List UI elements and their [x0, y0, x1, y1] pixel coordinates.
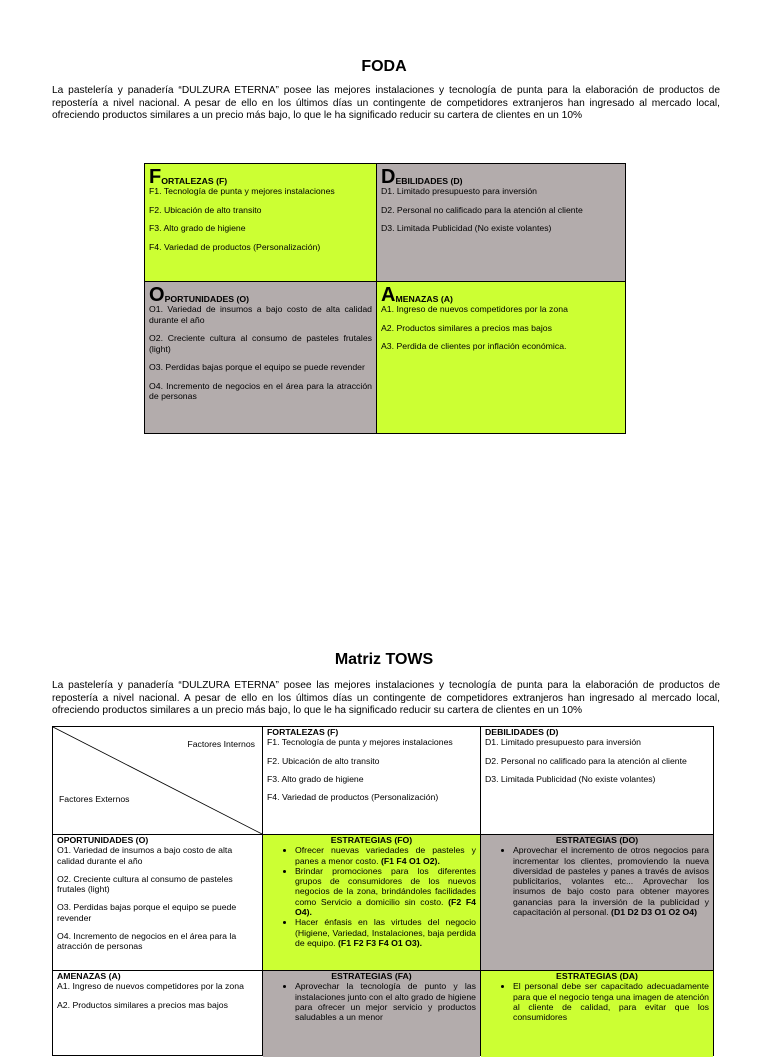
oportunidad-item: O3. Perdidas bajas porque el equipo se puede revender [149, 362, 365, 372]
tows-debilidad-item: D1. Limitado presupuesto para inversión [485, 737, 641, 748]
tows-fortalezas-label: FORTALEZAS (F) [267, 727, 339, 737]
debilidad-item: D3. Limitada Publicidad (No existe volantes) [381, 223, 552, 233]
tows-debilidades-cell [481, 727, 713, 834]
fortaleza-item: F4. Variedad de productos (Personalización) [149, 241, 321, 252]
fo-strategy: • Brindar promociones para los diferentes grupos de consumidores de los nuevos negocios de la zona, brindándoles facilidades como Servicio a domicilio sin costo. (F2 F4 O4). [295, 866, 476, 917]
estrategias-fo-label: ESTRATEGIAS (FO) [330, 835, 413, 845]
factores-internos-label: Factores Internos [187, 739, 255, 749]
oportunidad-item: O1. Variedad de insumos a bajo costo de alta calidad durante el año [149, 304, 372, 325]
tows-fortaleza-item: F3. Alto grado de higiene [267, 773, 364, 784]
tows-oportunidad-item: O2. Creciente cultura al consumo de pasteles frutales (light) [57, 873, 233, 895]
estrategias-da-label: ESTRATEGIAS (DA) [556, 971, 638, 981]
tows-amenaza-item: A2. Productos similares a precios mas bajos [57, 999, 228, 1010]
foda-intro: La pastelería y panadería “DULZURA ETERNA” posee las mejores instalaciones y tecnología de punta para la elaboración de productos de repostería a nivel nacional. A pesar de ello en los últimos días un contingente de competidores extranjeros han ingresado al mercado local, ofreciendo productos similares a un precio más bajo, lo que le ha significado reducir su cartera de clientes en un 10% [52, 85, 720, 121]
amenaza-item: A2. Productos similares a precios mas bajos [381, 322, 552, 333]
oportunidades-heading: O PORTUNIDADES (O) [149, 284, 250, 306]
fortaleza-item: F3. Alto grado de higiene [149, 223, 246, 233]
foda-title: FODA [361, 58, 407, 75]
tows-oportunidad-item: O4. Incremento de negocios en el área para la atracción de personas [57, 931, 237, 952]
fortaleza-item: F2. Ubicación de alto transito [149, 204, 262, 215]
tows-fortaleza-item: F1. Tecnología de punta y mejores instalaciones [267, 737, 453, 748]
debilidades-cell [377, 164, 625, 282]
amenazas-heading: A MENAZAS (A) [381, 284, 453, 306]
tows-debilidades-label: DEBILIDADES (D) [485, 727, 559, 737]
tows-table [52, 726, 714, 1056]
tows-fortaleza-item: F2. Ubicación de alto transito [267, 755, 380, 766]
foda-grid [144, 163, 626, 434]
tows-oportunidades-cell [53, 835, 262, 970]
fortaleza-item: F1. Tecnología de punta y mejores instalaciones [149, 186, 335, 196]
tows-fortaleza-item: F4. Variedad de productos (Personalización) [267, 792, 439, 803]
estrategias-fa-label: ESTRATEGIAS (FA) [331, 971, 412, 981]
amenazas-cell [377, 282, 625, 433]
oportunidades-cell [145, 282, 377, 433]
estrategias-do-cell [481, 835, 713, 970]
debilidades-heading: D EBILIDADES (D) [381, 166, 463, 188]
oportunidad-item: O4. Incremento de negocios en el área para la atracción de personas [149, 380, 372, 401]
amenaza-item: A3. Perdida de clientes por inflación económica. [381, 341, 567, 351]
fortalezas-heading: F ORTALEZAS (F) [149, 166, 228, 188]
tows-oportunidad-item: O1. Variedad de insumos a bajo costo de alta calidad durante el año [57, 845, 233, 866]
oportunidad-item: O2. Creciente cultura al consumo de pasteles frutales (light) [149, 333, 372, 354]
tows-oportunidades-label: OPORTUNIDADES (O) [57, 835, 149, 845]
tows-debilidad-item: D2. Personal no calificado para la atención al cliente [485, 755, 687, 766]
tows-amenazas-label: AMENAZAS (A) [57, 971, 121, 981]
debilidad-item: D1. Limitado presupuesto para inversión [381, 186, 537, 196]
tows-intro: La pastelería y panadería “DULZURA ETERNA” posee las mejores instalaciones y tecnología de punta para la elaboración de productos de repostería a nivel nacional. A pesar de ello en los últimos días un contingente de competidores extranjeros han ingresado al mercado local, ofreciendo productos similares a un precio más bajo, lo que le ha significado reducir su cartera de clientes en un 10% [52, 680, 720, 716]
tows-fortalezas-cell [263, 727, 480, 834]
factores-externos-label: Factores Externos [59, 794, 130, 804]
estrategias-fo-cell [263, 835, 480, 970]
fa-strategy: • Aprovechar la tecnología de punto y las instalaciones junto con el alto grado de higiene para ofrecer un mejor servicio y productos saludables a un menor [295, 981, 476, 1022]
do-strategy: • Aprovechar el incremento de otros negocios para incrementar los clientes, promoviendo la nueva diversidad de pasteles y panes a través de avisos publicitarios, volantes etc... Aprovechar los insumos de bajo costo para obtener mayores ganancias para la inversión de la publicidad y capacitación al personal. (D1 D2 D3 O1 O2 O4) [513, 845, 709, 917]
fortalezas-cell [145, 164, 377, 282]
tows-title: Matriz TOWS [334, 651, 434, 668]
tows-debilidad-item: D3. Limitada Publicidad (No existe volantes) [485, 773, 656, 784]
tows-amenaza-item: A1. Ingreso de nuevos competidores por la zona [57, 981, 244, 992]
fo-strategy: • Ofrecer nuevas variedades de pasteles y panes a menor costo. (F1 F4 O1 O2). [295, 845, 476, 866]
tows-amenazas-cell [53, 971, 262, 1057]
estrategias-do-label: ESTRATEGIAS (DO) [555, 835, 639, 845]
tows-oportunidad-item: O3. Perdidas bajas porque el equipo se puede revender [57, 902, 237, 923]
estrategias-da-cell [481, 971, 713, 1057]
amenaza-item: A1. Ingreso de nuevos competidores por la zona [381, 304, 568, 314]
debilidad-item: D2. Personal no calificado para la atención al cliente [381, 204, 583, 215]
da-strategy: • El personal debe ser capacitado adecuadamente para que el negocio tenga una imagen de atención al cliente de calidad, para evitar que los consumidores [513, 981, 709, 1022]
fo-strategy: • Hacer énfasis en las virtudes del negocio (Higiene, Variedad, Instalaciones, baja perdida de equipo. (F1 F2 F3 F4 O1 O3). [295, 917, 476, 948]
estrategias-fa-cell [263, 971, 480, 1057]
